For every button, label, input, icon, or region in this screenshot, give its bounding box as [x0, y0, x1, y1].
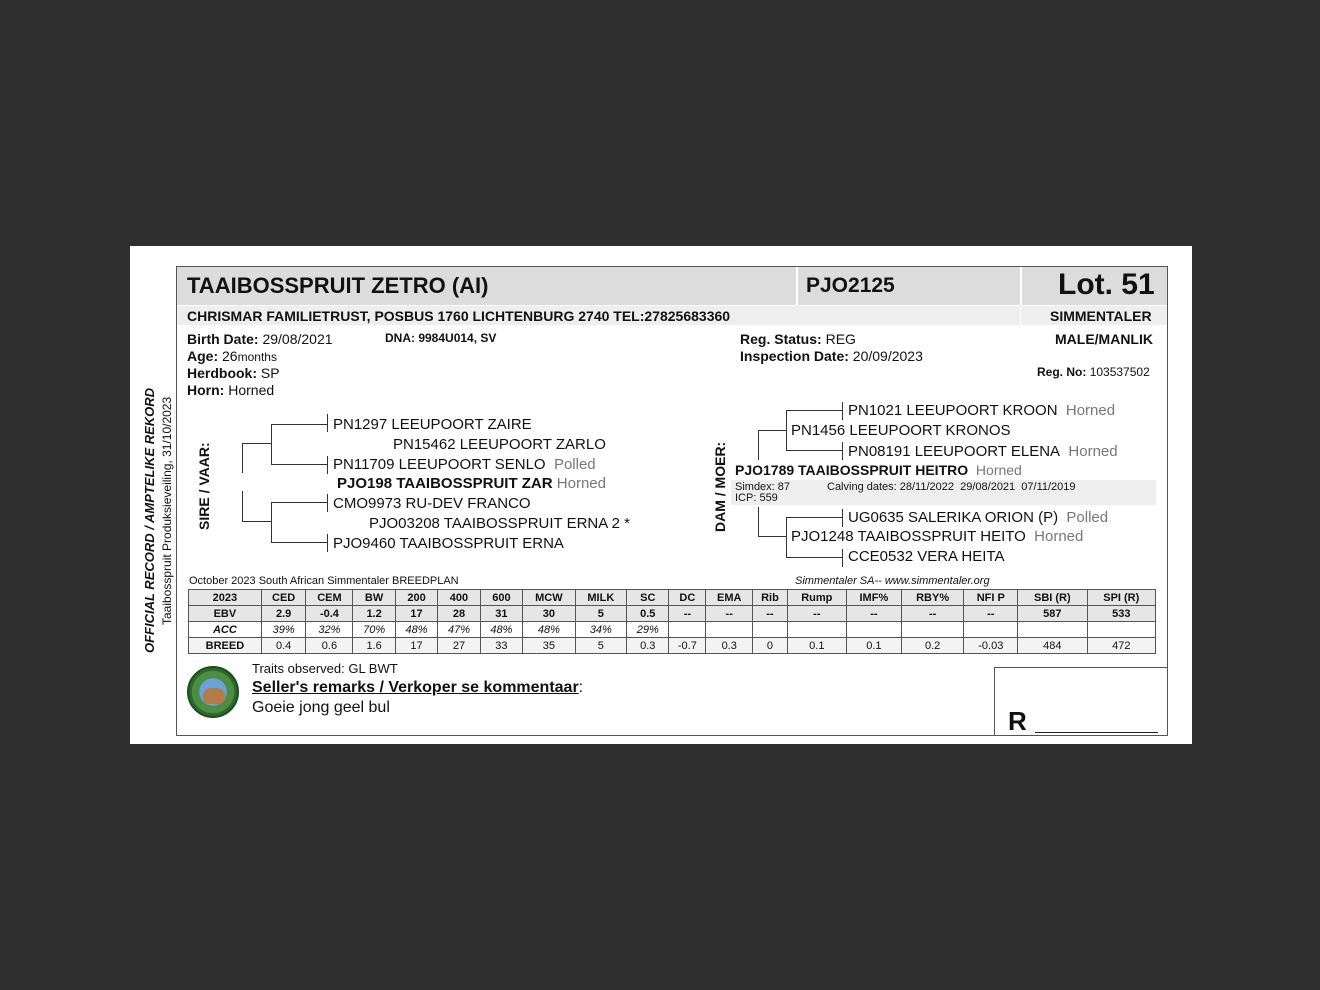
dna: DNA: 9984U014, SV — [385, 331, 497, 345]
reg-no: Reg. No: 103537502 — [1037, 365, 1150, 379]
official-record: OFFICIAL RECORD / AMPTELIKE REKORD — [142, 387, 157, 653]
dam-ggd: PN08191 LEEUPOORT ELENA Horned — [848, 443, 1118, 460]
age: Age: 26months — [187, 348, 277, 364]
price-line — [1035, 732, 1158, 733]
remarks-text: Goeie jong geel bul — [252, 699, 390, 716]
simmentaler-logo-icon — [187, 666, 239, 718]
sex: MALE/MANLIK — [1055, 331, 1153, 347]
sire-ggs: PN1297 LEEUPOORT ZAIRE — [333, 416, 532, 433]
owner-line: CHRISMAR FAMILIETRUST, POSBUS 1760 LICHTENBURG 2740 TEL:27825683360 — [187, 308, 731, 324]
sire-ggd: PN11709 LEEUPOORT SENLO Polled — [333, 456, 596, 473]
dam-gs: PN1456 LEEUPOORT KRONOS — [791, 422, 1011, 439]
lot-number: Lot. 51 — [1058, 268, 1155, 301]
breedplan-site: Simmentaler SA-- www.simmentaler.org — [795, 575, 990, 587]
reg-status: Reg. Status: REG — [740, 331, 856, 347]
herdbook: Herdbook: SP — [187, 365, 280, 381]
price-label: R — [1008, 706, 1027, 736]
dam-calving-dates: Calving dates: 28/11/2022 29/08/2021 07/11/2019 — [827, 481, 1076, 493]
sire-label: SIRE / VAAR: — [196, 442, 212, 530]
ebv-header-row: 2023 CED CEM BW 200 400 600 MCW MILK SC DC EMA Rib Rump IMF% RBY% NFI P SBI (R) SPI (R) — [189, 590, 1156, 606]
dam-icp: ICP: 559 — [735, 492, 778, 504]
sire-gds: CMO9973 RU-DEV FRANCO — [333, 495, 531, 512]
sire: PJO198 TAAIBOSSPRUIT ZAR Horned — [337, 475, 606, 492]
breedplan-caption: October 2023 South African Simmentaler BREEDPLAN — [189, 575, 459, 587]
dam-gds: UG0635 SALERIKA ORION (P) Polled — [848, 509, 1109, 526]
birth-date: Birth Date: 29/08/2021 — [187, 331, 333, 347]
animal-name: TAAIBOSSPRUIT ZETRO (AI) — [187, 273, 489, 298]
ebv-row: EBV 2.9 -0.4 1.2 17 28 31 30 5 0.5 -- -- -- -- -- -- -- 587 533 — [189, 606, 1156, 622]
horn: Horn: Horned — [187, 382, 275, 398]
dam-simdex: Simdex: 87 — [735, 481, 791, 493]
sire-gdd: PJO9460 TAAIBOSSPRUIT ERNA — [333, 535, 564, 552]
sire-gs: PN15462 LEEUPOORT ZARLO — [393, 436, 606, 453]
dam-ggs: PN1021 LEEUPOORT KROON Horned — [848, 402, 1116, 419]
breed-row: BREED 0.4 0.6 1.6 17 27 33 35 5 0.3 -0.7 0.3 0 0.1 0.1 0.2 -0.03 484 472 — [189, 638, 1156, 654]
remarks-label: Seller's remarks / Verkoper se kommentaar: — [252, 679, 584, 696]
dam: PJO1789 TAAIBOSSPRUIT HEITRO Horned — [735, 462, 1022, 478]
dam-label: DAM / MOER: — [712, 441, 728, 532]
dam-gdd: CCE0532 VERA HEITA — [848, 548, 1005, 565]
ebv-table — [188, 589, 1156, 654]
acc-row: ACC 39% 32% 70% 48% 47% 48% 48% 34% 29% — [189, 622, 1156, 638]
breed: SIMMENTALER — [1050, 308, 1152, 324]
sale-name: Taaibosspruit Produksieveiling, 31/10/2023 — [160, 396, 174, 625]
traits-observed: Traits observed: GL BWT — [252, 661, 398, 676]
dam-gd: PJO1248 TAAIBOSSPRUIT HEITO Horned — [791, 528, 1084, 545]
inspection-date: Inspection Date: 20/09/2023 — [740, 348, 923, 364]
sire-gd: PJO03208 TAAIBOSSPRUIT ERNA 2 * — [369, 515, 630, 532]
animal-id: PJO2125 — [806, 274, 895, 297]
